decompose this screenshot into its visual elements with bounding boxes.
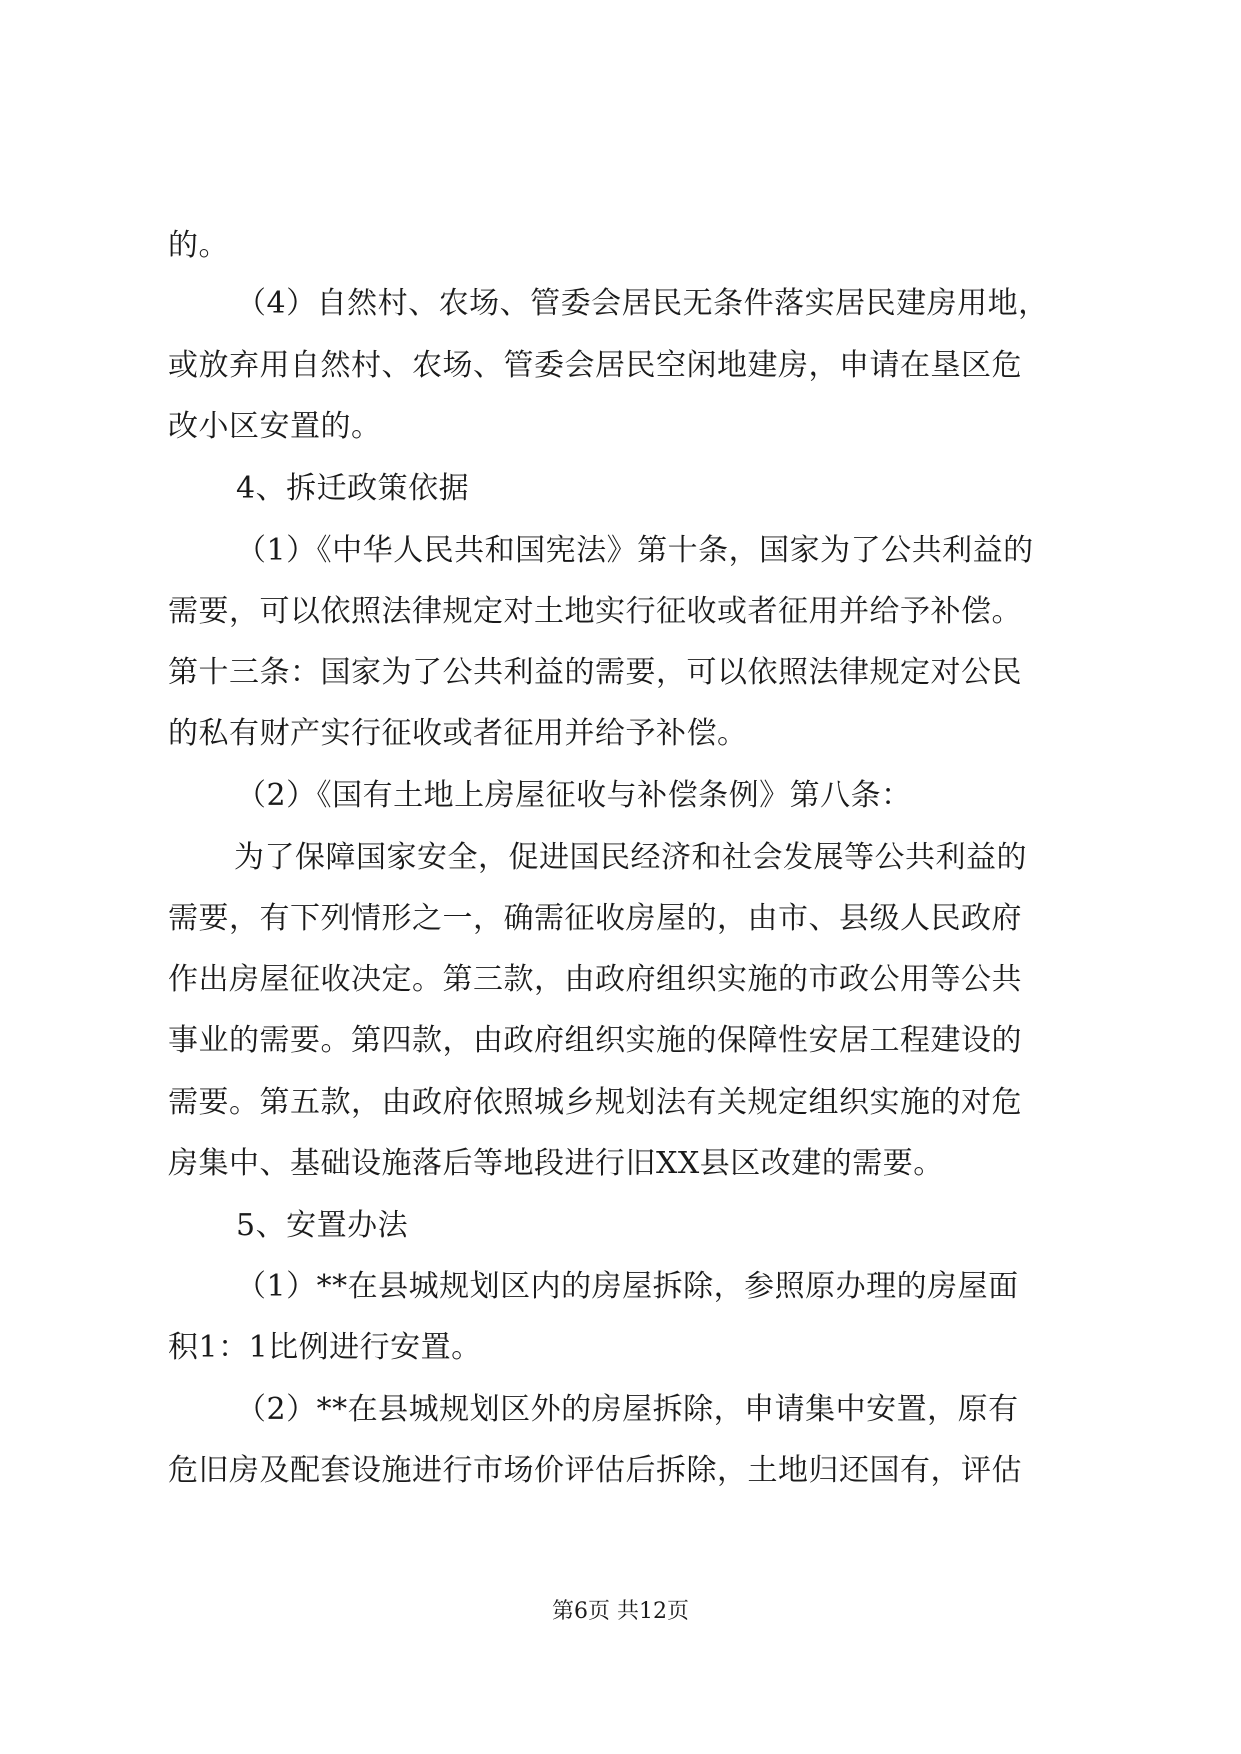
text-line: 房集中、基础设施落后等地段进行旧XX县区改建的需要。 xyxy=(168,1146,944,1181)
text-line: （1）《中华人民共和国宪法》第十条，国家为了公共利益的 xyxy=(236,533,1034,568)
text-line: （4）自然村、农场、管委会居民无条件落实居民建房用地， xyxy=(236,286,1049,321)
section-heading: 5、安置办法 xyxy=(236,1208,409,1243)
text-line: （2）《国有土地上房屋征收与补偿条例》第八条： xyxy=(236,778,912,813)
text-line: 需要。第五款，由政府依照城乡规划法有关规定组织实施的对危 xyxy=(168,1085,1022,1120)
text-line: 需要，可以依照法律规定对土地实行征收或者征用并给予补偿。 xyxy=(168,594,1022,629)
text-line: 危旧房及配套设施进行市场价评估后拆除，土地归还国有，评估 xyxy=(168,1453,1022,1488)
text-line: （1）**在县城规划区内的房屋拆除，参照原办理的房屋面 xyxy=(236,1269,1019,1304)
text-line: 第十三条：国家为了公共利益的需要，可以依照法律规定对公民 xyxy=(168,655,1022,690)
text-line: 事业的需要。第四款，由政府组织实施的保障性安居工程建设的 xyxy=(168,1023,1022,1058)
text-line: （2）**在县城规划区外的房屋拆除，申请集中安置，原有 xyxy=(236,1392,1019,1427)
text-line: 作出房屋征收决定。第三款，由政府组织实施的市政公用等公共 xyxy=(168,962,1022,997)
text-line: 积1：1比例进行安置。 xyxy=(168,1330,482,1365)
text-line: 或放弃用自然村、农场、管委会居民空闲地建房，申请在垦区危 xyxy=(168,348,1022,383)
text-line: 需要，有下列情形之一，确需征收房屋的，由市、县级人民政府 xyxy=(168,901,1022,936)
text-line: 的。 xyxy=(168,228,229,263)
text-line: 为了保障国家安全，促进国民经济和社会发展等公共利益的 xyxy=(234,840,1027,875)
section-heading: 4、拆迁政策依据 xyxy=(236,471,470,506)
text-line: 的私有财产实行征收或者征用并给予补偿。 xyxy=(168,716,748,751)
page-number-footer: 第6页 共12页 xyxy=(552,1599,689,1624)
text-line: 改小区安置的。 xyxy=(168,409,382,444)
